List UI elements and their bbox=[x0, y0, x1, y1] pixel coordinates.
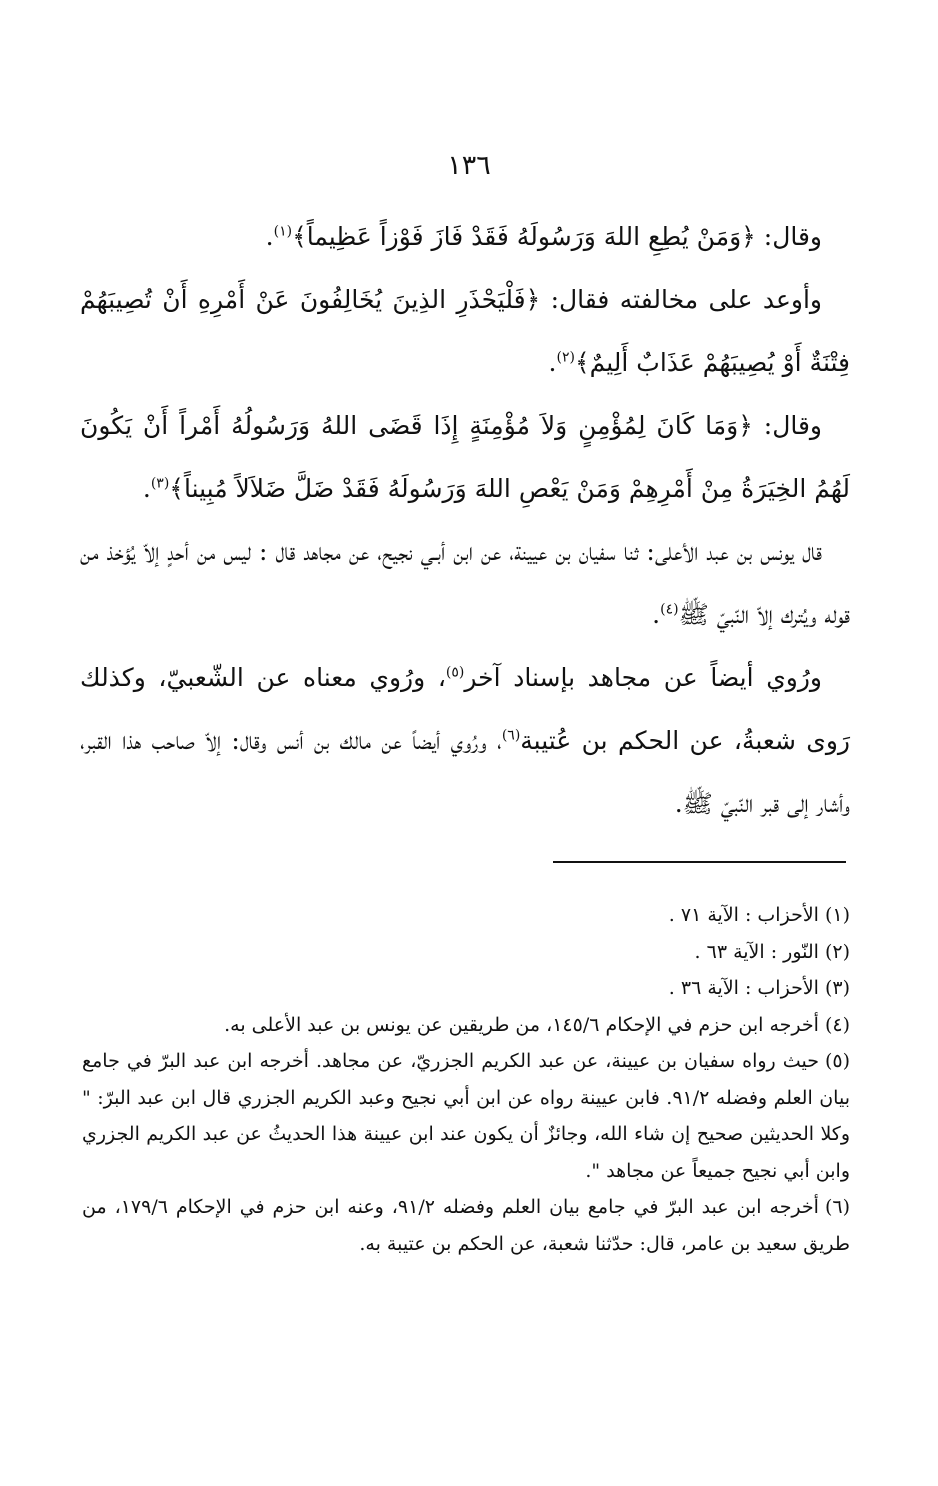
footnote-1 bbox=[82, 897, 850, 934]
footnote-2 bbox=[82, 934, 850, 971]
footnote-5 bbox=[82, 1043, 850, 1189]
footnote-text: الأحزاب : الآية ٧١ . bbox=[668, 904, 819, 926]
footnote-6 bbox=[82, 1189, 850, 1262]
paragraph-tail: ، ورُوي أيضاً عن مالك بن أنس وقال: إلاّ صاحب هذا القبر، وأشار إلى قبر النّبيّ ﷺ. bbox=[80, 726, 850, 818]
footnote-ref[interactable]: (٦) bbox=[501, 727, 521, 744]
page-number: ١٣٦ bbox=[447, 150, 491, 181]
footnote-number: (٥) bbox=[824, 1050, 850, 1072]
footnotes bbox=[82, 897, 850, 1262]
paragraph-text: ورُوي أيضاً عن مجاهد بإسناد آخر bbox=[464, 663, 822, 692]
paragraph-text: وقال: ﴿وَمَا كَانَ لِمُؤْمِنٍ وَلاَ مُؤْمِنَةٍ إِذَا قَضَى اللهُ وَرَسُولُهُ أَمْراً أَنْ يَكُونَ لَهُمُ الخِيَرَةُ مِنْ أَمْرِهِمْ وَمَنْ يَعْصِ اللهَ وَرَسُولَهُ فَقَدْ ضَلَّ ضَلاَلاً مُبِيناً﴾ bbox=[80, 411, 850, 503]
paragraph-1 bbox=[80, 205, 850, 268]
paragraph-4 bbox=[80, 520, 850, 646]
paragraph-tail: . bbox=[142, 474, 151, 503]
footnote-separator bbox=[553, 861, 846, 863]
paragraph-tail: . bbox=[265, 222, 274, 251]
paragraph-tail: ، ورُوي معناه عن الشّعبيّ، وكذلك رَوى شعبةُ، عن الحكم بن عُتيبة bbox=[80, 663, 850, 755]
paragraph-text: قال يونس بن عبد الأعلى: ثنا سفيان بن عيينة، عن ابن أبـي نجيح، عن مجاهد قال : ليس من أحدٍ إلاّ يُؤخذ من قوله ويُترك إلاّ النّبيّ ﷺ bbox=[80, 537, 850, 629]
footnote-4 bbox=[82, 1007, 850, 1044]
footnote-ref[interactable]: (٥) bbox=[445, 664, 465, 681]
footnote-text: الأحزاب : الآية ٣٦ . bbox=[668, 977, 819, 999]
footnote-text: حيث رواه سفيان بن عيينة، عن عبد الكريم الجزريّ، عن مجاهد. أخرجه ابن عبد البرّ في جامع بيان العلم وفضله ٩١/٢. فابن عيينة رواه عن ابن أبي نجيح وعبد الكريم الجزري قال ابن عبد البرّ: " وكلا الحديثين صحيح إن شاء الله، وجائزٌ أن يكون عند ابن عيينة هذا الحديثُ عن عبد الكريم الجزري وابن أبي نجيح جميعاً عن مجاهد ". bbox=[82, 1050, 850, 1182]
main-text bbox=[80, 205, 850, 835]
footnote-3 bbox=[82, 970, 850, 1007]
paragraph-tail: . bbox=[548, 348, 557, 377]
footnote-number: (٢) bbox=[824, 940, 850, 963]
footnote-text: النّور : الآية ٦٣ . bbox=[694, 940, 819, 963]
footnote-ref[interactable]: (٤) bbox=[660, 601, 679, 618]
footnote-text: أخرجه ابن حزم في الإحكام ١٤٥/٦، من طريقين عن يونس بن عبد الأعلى به. bbox=[224, 1013, 819, 1036]
footnote-ref[interactable]: (٣) bbox=[150, 475, 170, 492]
paragraph-text: وأوعد على مخالفته فقال: ﴿فَلْيَحْذَرِ الذِينَ يُخَالِفُونَ عَنْ أَمْرِهِ أَنْ تُصِيبَهُمْ فِتْنَةٌ أَوْ يُصِيبَهُمْ عَذَابٌ أَلِيمٌ﴾ bbox=[80, 285, 850, 377]
paragraph-3 bbox=[80, 394, 850, 520]
paragraph-tail: . bbox=[652, 600, 661, 629]
footnote-number: (٤) bbox=[824, 1013, 850, 1036]
footnote-number: (٣) bbox=[824, 977, 850, 999]
paragraph-text: وقال: ﴿وَمَنْ يُطِعِ اللهَ وَرَسُولَهُ فَقَدْ فَازَ فَوْزاً عَظِيماً﴾ bbox=[292, 222, 822, 251]
paragraph-5 bbox=[80, 646, 850, 835]
footnote-ref[interactable]: (١) bbox=[273, 223, 293, 240]
footnote-number: (١) bbox=[824, 904, 850, 926]
footnote-number: (٦) bbox=[824, 1196, 851, 1218]
paragraph-2 bbox=[80, 268, 850, 394]
footnote-text: أخرجه ابن عبد البرّ في جامع بيان العلم وفضله ٩١/٢، وعنه ابن حزم في الإحكام ١٧٩/٦، من طريق سعيد بن عامر، قال: حدّثنا شعبة، عن الحكم بن عتيبة به. bbox=[82, 1196, 850, 1255]
footnote-ref[interactable]: (٢) bbox=[556, 349, 575, 366]
